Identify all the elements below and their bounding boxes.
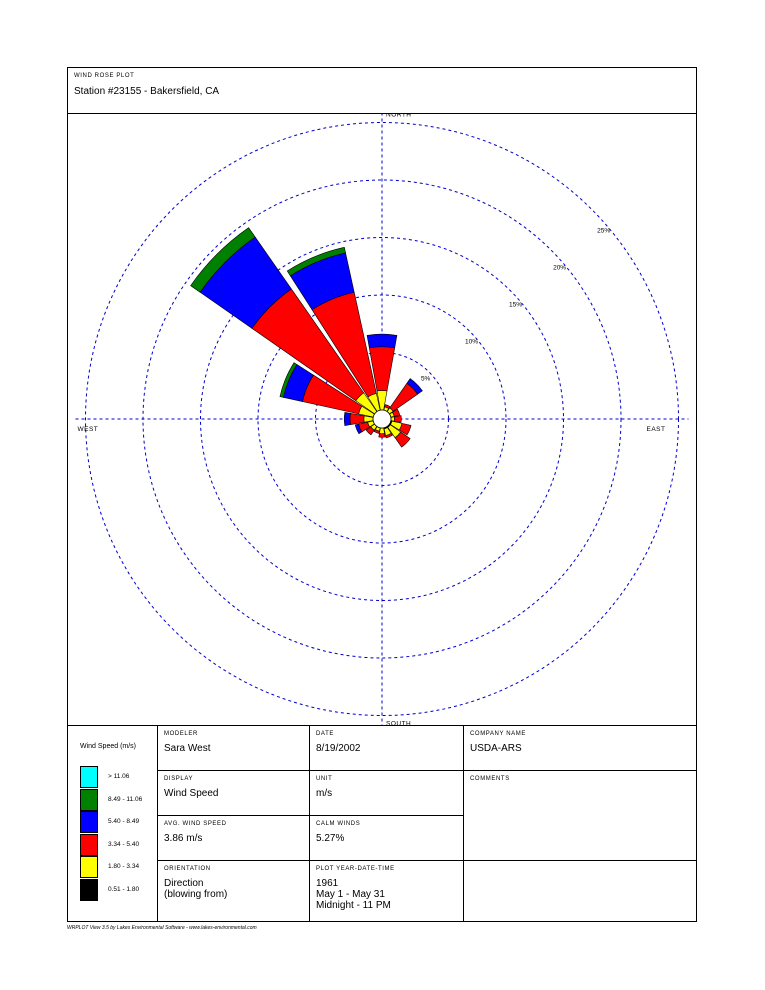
calm-winds-value: 5.27% bbox=[316, 833, 345, 844]
date-value: 8/19/2002 bbox=[316, 743, 361, 754]
modeler-label: MODELER bbox=[164, 731, 198, 737]
legend-swatch bbox=[80, 789, 98, 811]
legend-label: 8.49 - 11.06 bbox=[108, 795, 143, 803]
legend-title: Wind Speed (m/s) bbox=[80, 743, 137, 750]
company-label: COMPANY NAME bbox=[470, 731, 526, 737]
petal-e-bin2 bbox=[394, 416, 401, 423]
legend-item bbox=[80, 766, 160, 788]
modeler-value: Sara West bbox=[164, 743, 211, 754]
station-title: Station #23155 - Bakersfield, CA bbox=[74, 86, 220, 97]
ring-label: 10% bbox=[464, 338, 479, 346]
unit-cell bbox=[310, 771, 464, 816]
petal-n-bin3 bbox=[367, 334, 397, 348]
legend-swatch bbox=[80, 811, 98, 833]
ring-label: 20% bbox=[553, 264, 567, 272]
direction-label-south: SOUTH bbox=[386, 720, 412, 725]
legend-item bbox=[80, 811, 160, 833]
legend-item bbox=[80, 856, 160, 878]
info-panel bbox=[68, 725, 696, 922]
calm-circle bbox=[373, 410, 391, 428]
legend-swatch bbox=[80, 879, 98, 901]
legend-label: 1.80 - 3.34 bbox=[108, 863, 140, 870]
legend-label: 5.40 - 8.49 bbox=[108, 818, 140, 825]
date-cell bbox=[310, 726, 464, 771]
orientation-line-1: Direction bbox=[164, 878, 204, 889]
legend-label: 0.51 - 1.80 bbox=[108, 885, 140, 893]
company-value: USDA-ARS bbox=[470, 743, 522, 754]
software-credit: WRPLOT View 3.5 by Lakes Environmental Software - www.lakes-environmental.com bbox=[67, 925, 257, 931]
display-value: Wind Speed bbox=[164, 788, 219, 799]
display-label: DISPLAY bbox=[164, 776, 194, 782]
wind-rose-chart bbox=[68, 113, 696, 725]
orientation-label: ORIENTATION bbox=[164, 866, 211, 872]
orientation-value bbox=[164, 878, 227, 900]
unit-label: UNIT bbox=[316, 776, 333, 782]
direction-label-north: NORTH bbox=[386, 113, 412, 119]
petal-w-bin3 bbox=[344, 412, 350, 425]
ring-label: 5% bbox=[420, 375, 431, 383]
avg-speed-value: 3.86 m/s bbox=[164, 833, 203, 844]
wind-rose-area bbox=[68, 113, 696, 725]
company-cell bbox=[464, 726, 696, 771]
period-label: PLOT YEAR-DATE-TIME bbox=[316, 866, 395, 872]
legend-item bbox=[80, 879, 160, 901]
display-cell bbox=[158, 771, 310, 816]
calm-winds-cell bbox=[310, 816, 464, 861]
legend-swatch bbox=[80, 856, 98, 878]
date-label: DATE bbox=[316, 731, 334, 737]
direction-label-east: EAST bbox=[646, 426, 666, 433]
direction-label-west: WEST bbox=[77, 426, 99, 433]
comments-cell bbox=[464, 771, 696, 861]
period-dates: May 1 - May 31 bbox=[316, 889, 385, 900]
legend-label: > 11.06 bbox=[108, 773, 130, 780]
ring-label: 25% bbox=[597, 227, 611, 235]
petal-s-bin2 bbox=[379, 434, 385, 438]
petal-w-bin2 bbox=[350, 413, 364, 424]
plot-frame bbox=[67, 67, 697, 922]
ring-label: 15% bbox=[509, 301, 523, 309]
avg-speed-cell bbox=[158, 816, 310, 861]
period-cell bbox=[310, 861, 464, 922]
avg-speed-label: AVG. WIND SPEED bbox=[164, 821, 227, 827]
orientation-line-2: (blowing from) bbox=[164, 889, 228, 900]
title-box bbox=[68, 68, 696, 114]
orientation-cell bbox=[158, 861, 310, 922]
period-hours: Midnight - 11 PM bbox=[316, 900, 391, 911]
unit-value: m/s bbox=[316, 788, 333, 799]
plot-type-label: WIND ROSE PLOT bbox=[74, 73, 135, 79]
legend-item bbox=[80, 789, 160, 811]
legend-swatch bbox=[80, 834, 98, 856]
legend-label: 3.34 - 5.40 bbox=[108, 840, 140, 848]
legend bbox=[68, 726, 158, 922]
period-year: 1961 bbox=[316, 878, 339, 889]
legend-item bbox=[80, 834, 160, 856]
modeler-cell bbox=[158, 726, 310, 771]
calm-winds-label: CALM WINDS bbox=[316, 821, 361, 827]
period-value bbox=[316, 878, 391, 911]
comments-label: COMMENTS bbox=[470, 776, 510, 782]
legend-swatch bbox=[80, 766, 98, 788]
petal-s-bin1 bbox=[379, 428, 384, 434]
